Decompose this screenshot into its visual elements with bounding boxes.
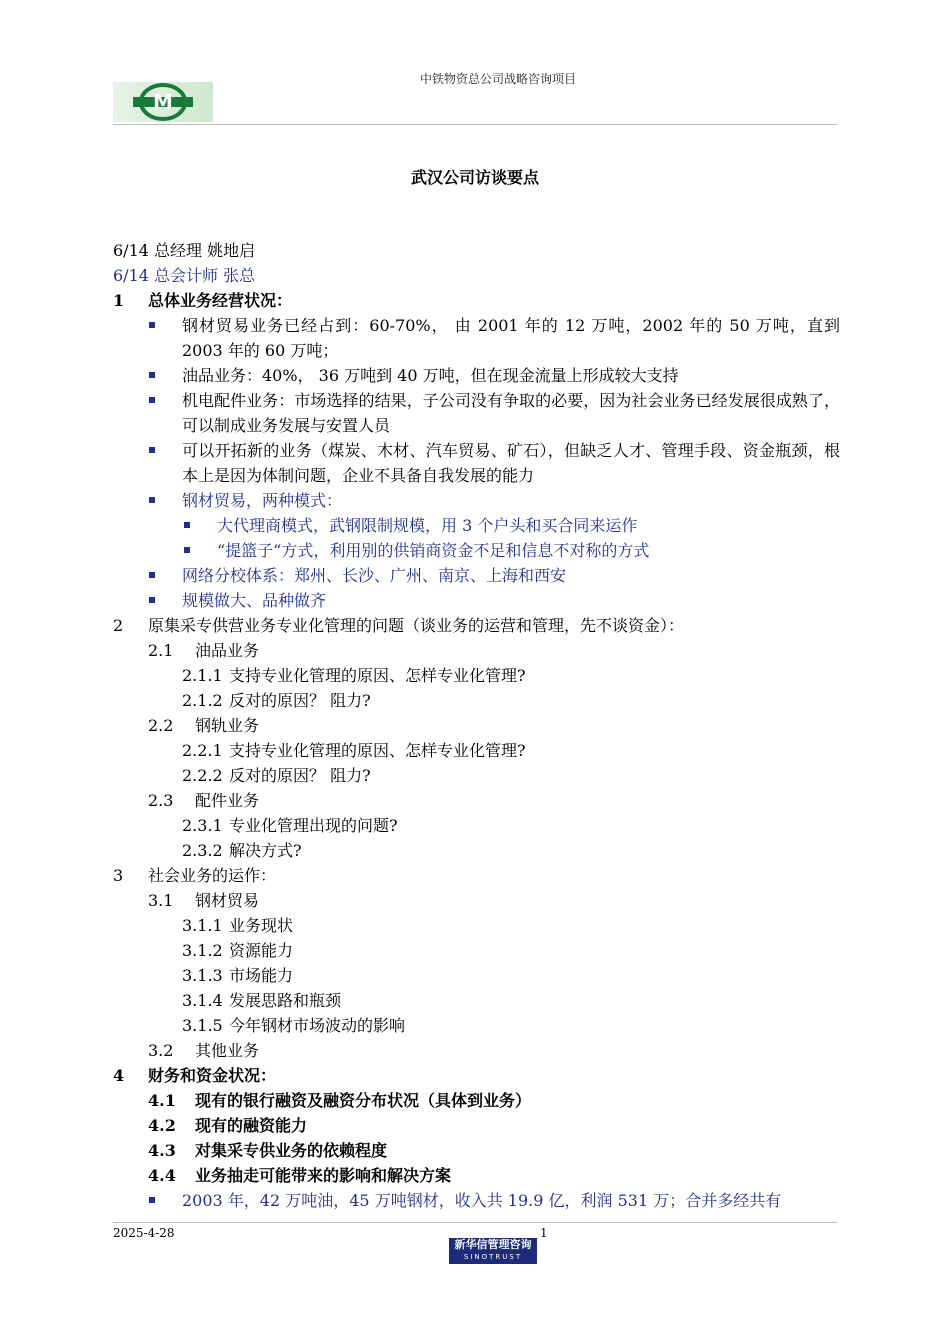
- subsubsection: 2.3.2 解决方式?: [182, 841, 302, 860]
- subsubsection: 3.1.1 业务现状: [182, 916, 294, 935]
- subsubsection: 2.2.2 反对的原因？ 阻力?: [182, 766, 371, 785]
- section-number: 4: [113, 1066, 125, 1085]
- footer-date: 2025-4-28: [113, 1226, 175, 1240]
- bullet-item: 2003 年，42 万吨油，45 万吨钢材，收入共 19.9 亿，利润 531 万；合并多经共有: [113, 1188, 840, 1213]
- footer-divider: [113, 1222, 837, 1223]
- document-title: 武汉公司访谈要点: [410, 168, 539, 187]
- document-body: [113, 238, 840, 1213]
- brand-cn: 新华信管理咨询: [454, 1238, 532, 1251]
- header-divider: [113, 124, 837, 125]
- subsection: 4.1 现有的银行融资及融资分布状况（具体到业务）: [148, 1091, 532, 1110]
- subsection: 2.3 配件业务: [148, 791, 260, 810]
- brand-en: SINOTRUST: [463, 1253, 523, 1261]
- subsubsection: 2.1.2 反对的原因？ 阻力?: [182, 691, 371, 710]
- section-title: 总体业务经营状况：: [148, 291, 293, 310]
- subsubsection: 3.1.5 今年钢材市场波动的影响: [182, 1016, 406, 1035]
- section-title: 社会业务的运作：: [148, 866, 277, 885]
- subsection: 3.1 钢材贸易: [148, 891, 260, 910]
- bullet-item: 网络分校体系：郑州、长沙、广州、南京、上海和西安: [113, 563, 840, 588]
- bullet-item: 规模做大、品种做齐: [113, 588, 840, 613]
- section-heading: [113, 1063, 840, 1088]
- sub-bullet-item: 大代理商模式，武钢限制规模，用 3 个户头和买合同来运作: [113, 513, 840, 538]
- bullet-item: 可以开拓新的业务（煤炭、木材、汽车贸易、矿石），但缺乏人才、管理手段、资金瓶颈，根本上是因为体制问题，企业不具备自我发展的能力: [113, 438, 840, 488]
- sub-bullet-item: “提篮子“方式，利用别的供销商资金不足和信息不对称的方式: [113, 538, 840, 563]
- company-logo: [113, 82, 213, 122]
- m-logo-icon: [113, 82, 213, 122]
- subsubsection: 2.2.1 支持专业化管理的原因、怎样专业化管理?: [182, 741, 526, 760]
- subsection: 4.2 现有的融资能力: [148, 1116, 308, 1135]
- section-heading: [113, 288, 840, 313]
- subsection: 4.3 对集采专供业务的依赖程度: [148, 1141, 388, 1160]
- subsection: 3.2 其他业务: [148, 1041, 260, 1060]
- sinotrust-logo: [449, 1238, 537, 1264]
- section-heading: [113, 863, 840, 888]
- subsection: 2.1 油品业务: [148, 641, 260, 660]
- logo-letter: M: [153, 90, 173, 114]
- subsubsection: 3.1.2 资源能力: [182, 941, 294, 960]
- section-number: 1: [113, 291, 125, 310]
- section-title: 原集采专供营业务专业化管理的问题（谈业务的运营和管理，先不谈资金）：: [148, 616, 685, 635]
- bullet-item: 油品业务：40%， 36 万吨到 40 万吨，但在现金流量上形成较大支持: [113, 363, 840, 388]
- bullet-item: 钢材贸易业务已经占到：60-70%， 由 2001 年的 12 万吨，2002 年的 50 万吨，直到 2003 年的 60 万吨；: [113, 313, 840, 363]
- bullet-item: 钢材贸易，两种模式：: [113, 488, 840, 513]
- subsubsection: 2.3.1 专业化管理出现的问题?: [182, 816, 398, 835]
- section-title: 财务和资金状况：: [148, 1066, 277, 1085]
- section-heading: [113, 613, 840, 638]
- subsection: 4.4 业务抽走可能带来的影响和解决方案: [148, 1166, 452, 1185]
- bullet-item: 机电配件业务：市场选择的结果，子公司没有争取的必要，因为社会业务已经发展很成熟了，可以制成业务发展与安置人员: [113, 388, 840, 438]
- interviewee-line: 6/14 总会计师 张总: [113, 266, 256, 285]
- subsubsection: 3.1.4 发展思路和瓶颈: [182, 991, 342, 1010]
- section-number: 3: [113, 866, 124, 885]
- subsubsection: 3.1.3 市场能力: [182, 966, 294, 985]
- interviewee-line: 6/14 总经理 姚地启: [113, 241, 256, 260]
- subsubsection: 2.1.1 支持专业化管理的原因、怎样专业化管理?: [182, 666, 526, 685]
- section-number: 2: [113, 616, 124, 635]
- subsection: 2.2 钢轨业务: [148, 716, 260, 735]
- page-number: 1: [540, 1226, 548, 1240]
- page-header-project: 中铁物资总公司战略咨询项目: [420, 72, 577, 86]
